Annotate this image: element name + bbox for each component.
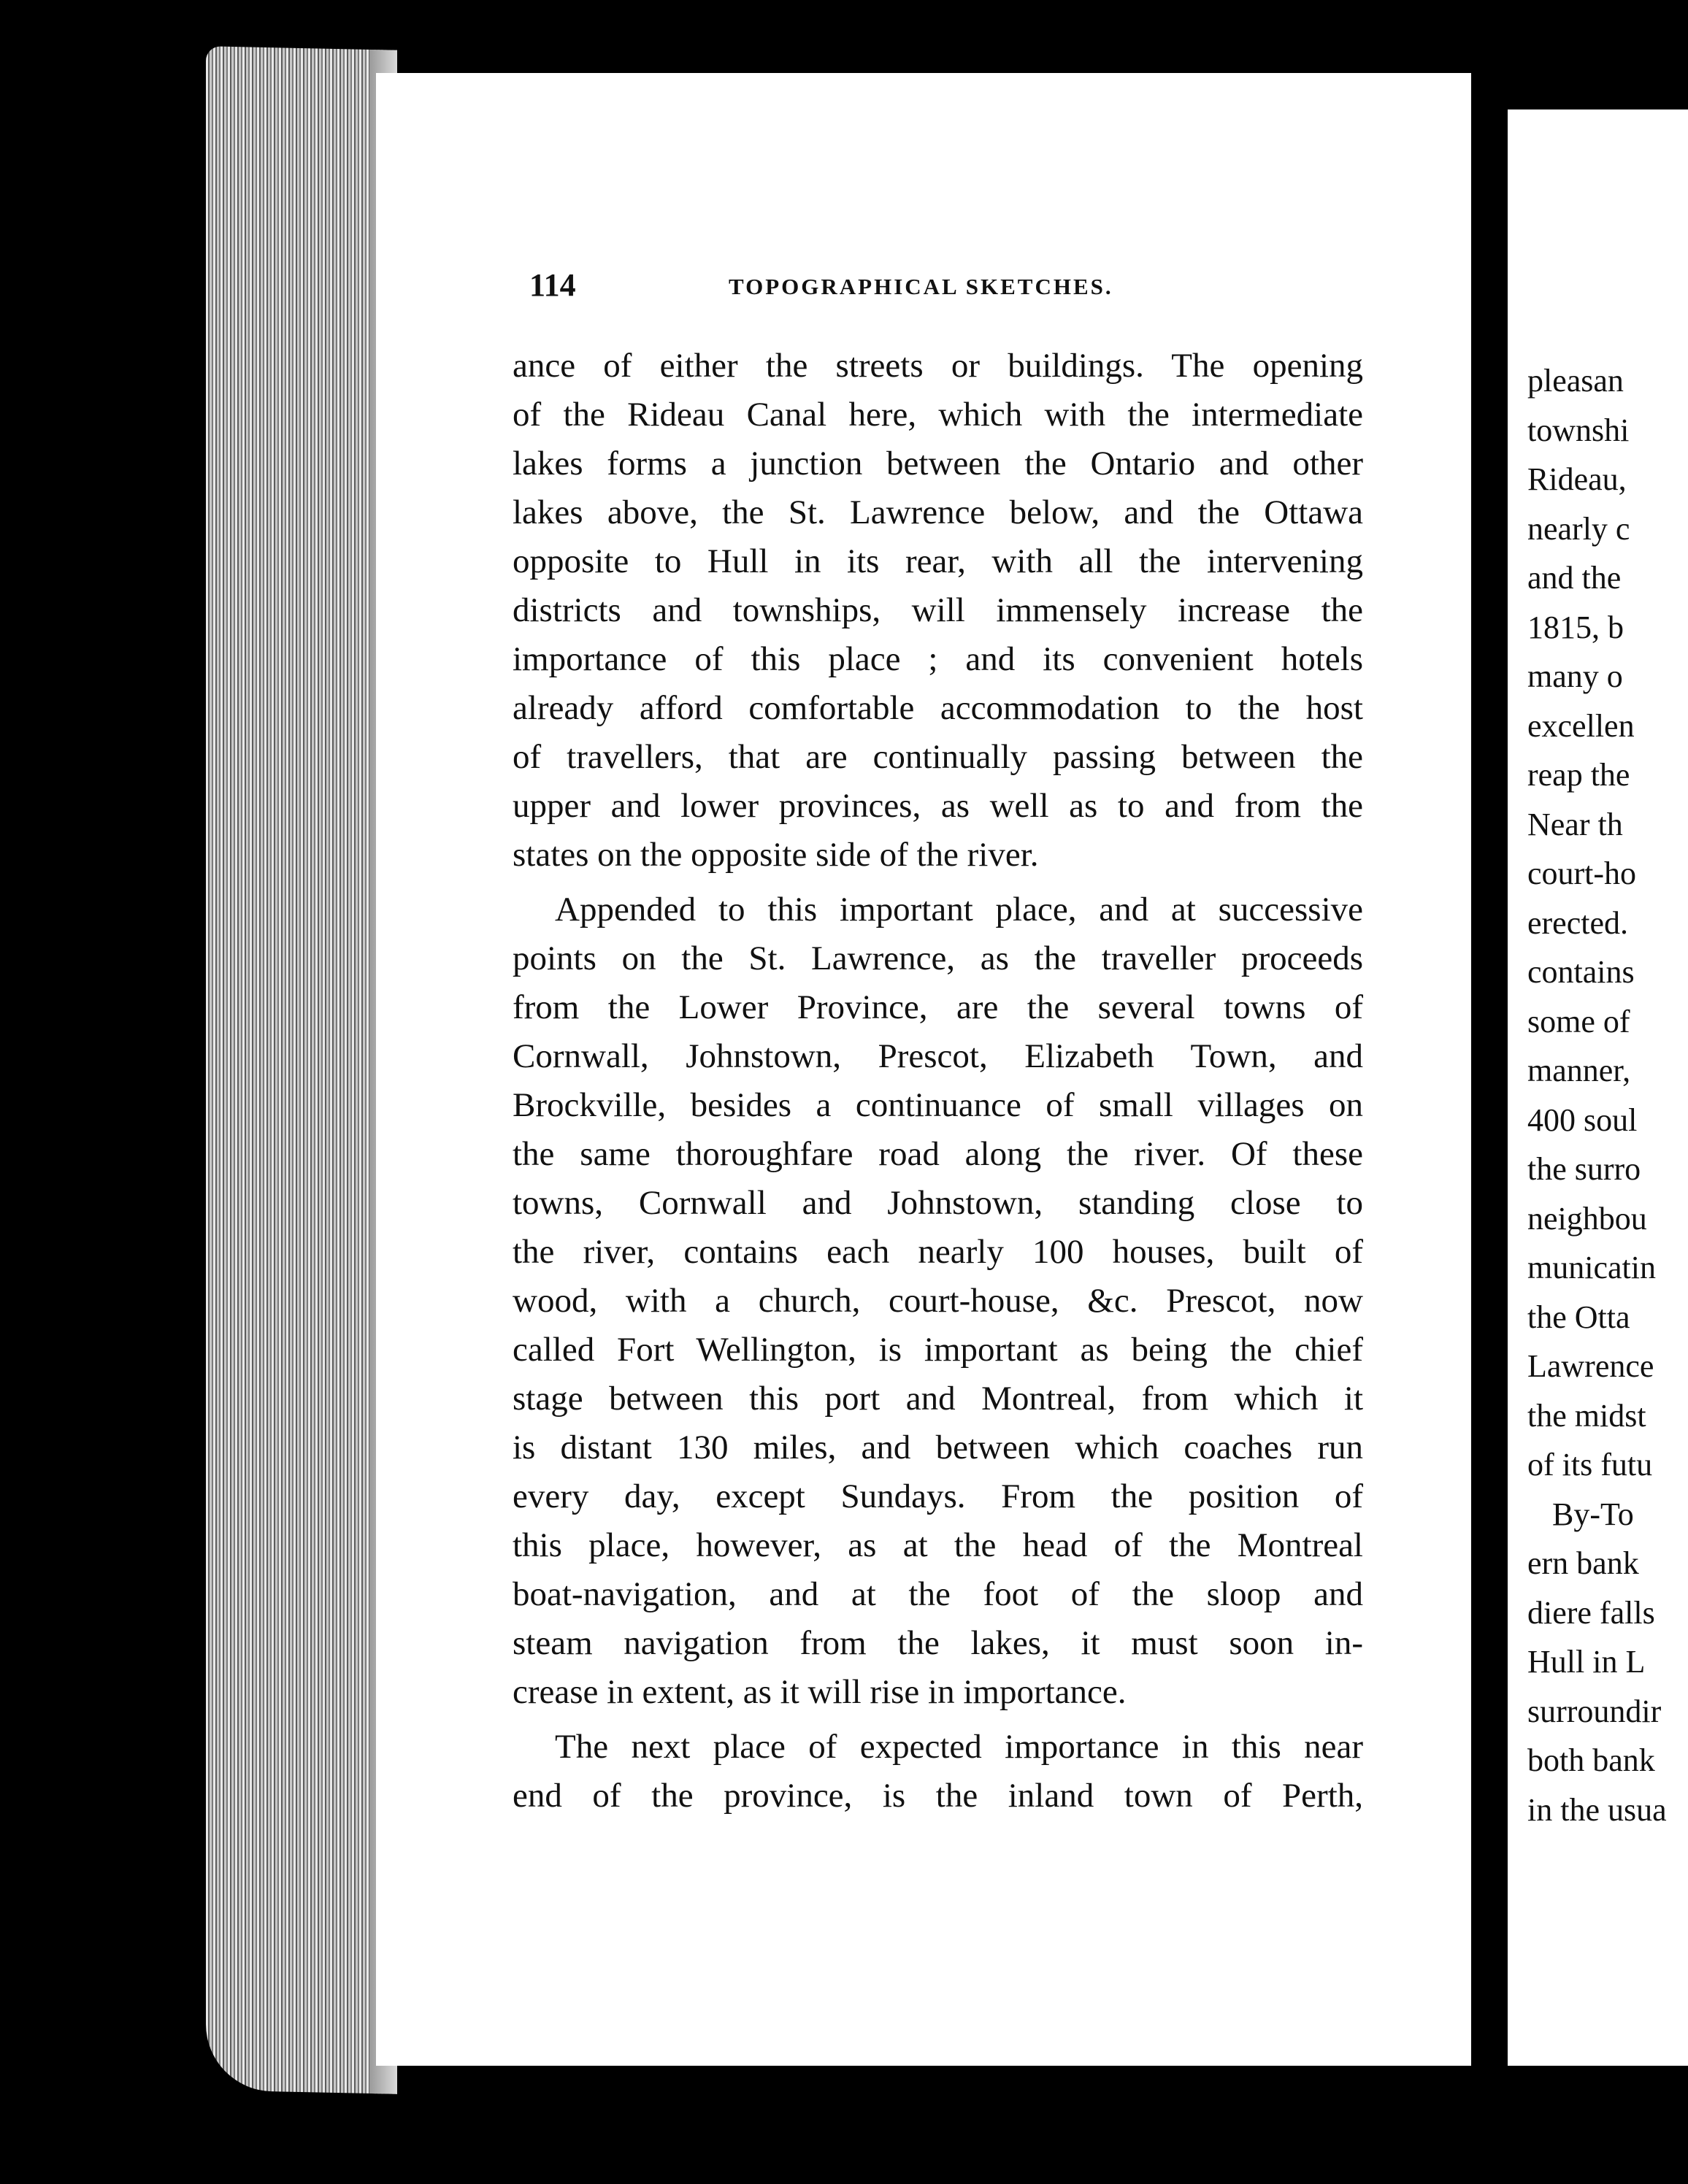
- text-line: ance of either the streets or buildings. The opening: [513, 347, 1363, 385]
- text-line: the river, contains each nearly 100 houses, built of: [513, 1233, 1363, 1271]
- facing-text-line: excellen: [1527, 707, 1635, 744]
- text-line: steam navigation from the lakes, it must soon in-: [513, 1624, 1363, 1662]
- text-line: stage between this port and Montreal, from which it: [513, 1380, 1363, 1418]
- page-number: 114: [529, 267, 576, 303]
- facing-text-line: some of: [1527, 1003, 1630, 1039]
- facing-text-line: of its futu: [1527, 1447, 1653, 1483]
- facing-text-line: in the usua: [1527, 1791, 1667, 1828]
- facing-text-line: municatin: [1527, 1250, 1656, 1285]
- facing-text-line: 400 soul: [1527, 1101, 1638, 1138]
- running-title: TOPOGRAPHICAL SKETCHES.: [729, 274, 1113, 299]
- facing-text-line: ern bank: [1527, 1545, 1639, 1581]
- text-line: lakes forms a junction between the Ontario and other: [513, 445, 1363, 482]
- text-line: states on the opposite side of the river.: [513, 836, 1039, 874]
- text-line: importance of this place ; and its convenient hotels: [513, 640, 1363, 678]
- facing-page-text: [1527, 356, 1688, 1834]
- text-line: this place, however, as at the head of the Montreal: [513, 1526, 1363, 1564]
- text-line: upper and lower provinces, as well as to and from the: [513, 787, 1363, 825]
- book-gutter: [1471, 58, 1508, 2073]
- paragraph-start-line: Appended to this important place, and at successive: [555, 891, 1363, 928]
- facing-text-line: neighbou: [1527, 1200, 1647, 1237]
- text-line: end of the province, is the inland town of Perth,: [513, 1777, 1363, 1815]
- facing-text-line: the Otta: [1527, 1299, 1630, 1335]
- text-line: crease in extent, as it will rise in importance.: [513, 1673, 1127, 1711]
- facing-text-line: contains: [1527, 954, 1635, 990]
- facing-text-line: the surro: [1527, 1151, 1641, 1187]
- text-line: from the Lower Province, are the several towns of: [513, 988, 1363, 1026]
- facing-text-line: and the: [1527, 560, 1622, 596]
- facing-text-line: surroundir: [1527, 1693, 1662, 1729]
- facing-text-line: nearly c: [1527, 510, 1630, 547]
- facing-text-line: Lawrence: [1527, 1348, 1654, 1384]
- text-line: towns, Cornwall and Johnstown, standing close to: [513, 1184, 1363, 1222]
- facing-paragraph-start-line: By-To: [1552, 1496, 1634, 1532]
- text-line: every day, except Sundays. From the position of: [513, 1477, 1363, 1515]
- facing-text-line: reap the: [1527, 757, 1630, 793]
- running-head: [529, 266, 1478, 310]
- facing-text-line: 1815, b: [1527, 609, 1624, 645]
- facing-text-line: many o: [1527, 658, 1623, 694]
- facing-text-line: Near th: [1527, 806, 1623, 842]
- facing-text-line: the midst: [1527, 1397, 1646, 1434]
- facing-text-line: court-ho: [1527, 855, 1637, 891]
- text-line: opposite to Hull in its rear, with all the intervening: [513, 542, 1363, 580]
- text-line: of travellers, that are continually passing between the: [513, 738, 1363, 776]
- text-line: wood, with a church, court-house, &c. Prescot, now: [513, 1282, 1363, 1320]
- facing-text-line: erected.: [1527, 904, 1628, 941]
- body-text: [513, 342, 1363, 1820]
- facing-text-line: both bank: [1527, 1742, 1655, 1778]
- text-line: of the Rideau Canal here, which with the intermediate: [513, 396, 1363, 434]
- text-line: is distant 130 miles, and between which coaches run: [513, 1429, 1363, 1466]
- text-line: called Fort Wellington, is important as being the chief: [513, 1331, 1363, 1369]
- text-line: boat-navigation, and at the foot of the sloop and: [513, 1575, 1363, 1613]
- text-line: lakes above, the St. Lawrence below, and the Ottawa: [513, 493, 1363, 531]
- facing-text-line: townshi: [1527, 412, 1630, 448]
- facing-text-line: manner,: [1527, 1053, 1631, 1088]
- text-line: points on the St. Lawrence, as the traveller proceeds: [513, 939, 1363, 977]
- text-line: districts and townships, will immensely increase the: [513, 591, 1363, 629]
- facing-text-line: pleasan: [1527, 363, 1624, 399]
- text-line: already afford comfortable accommodation to the host: [513, 689, 1363, 727]
- facing-text-line: diere falls: [1527, 1594, 1655, 1631]
- paragraph-start-line: The next place of expected importance in this near: [555, 1728, 1363, 1766]
- facing-text-line: Hull in L: [1527, 1644, 1646, 1680]
- text-line: the same thoroughfare road along the river. Of these: [513, 1135, 1363, 1173]
- text-line: Cornwall, Johnstown, Prescot, Elizabeth Town, and: [513, 1037, 1363, 1075]
- facing-text-line: Rideau,: [1527, 461, 1627, 497]
- page-edges: [206, 46, 397, 2093]
- text-line: Brockville, besides a continuance of small villages on: [513, 1086, 1363, 1124]
